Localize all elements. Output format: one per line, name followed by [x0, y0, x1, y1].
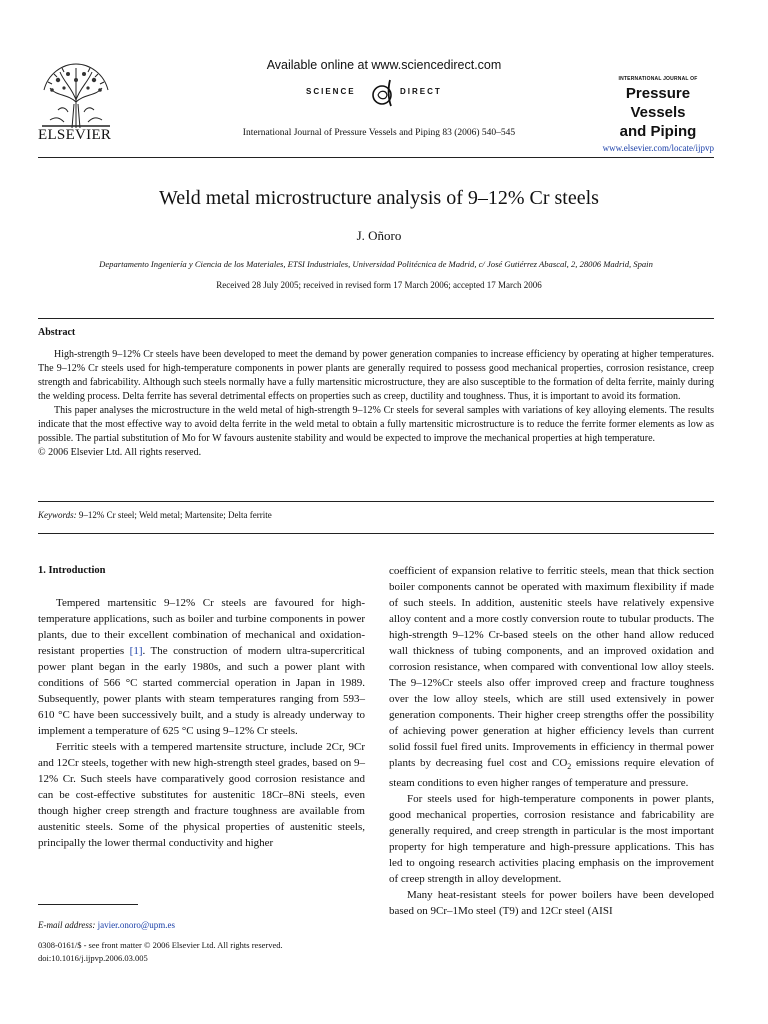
- sciencedirect-left: SCIENCE: [306, 87, 356, 96]
- header-rule: [38, 157, 714, 158]
- abstract-paragraph-1: High-strength 9–12% Cr steels have been developed to meet the demand by power generation companies to increase efficiency by operating at higher temperatures. The 9–12% Cr steels used for high-temperature components in power plants are generally required to possess good mechanical properties, corrosion resistance, creep strength and fabricability. Although such steels normally have a fully martensitic microstructure, they are also susceptible to the formation of delta ferrite, mainly during the welding process. Delta ferrite has several detrimental effects on properties such as creep, ductility and toughness. Thus, it is important to avoid its formation.: [38, 349, 714, 402]
- abstract-body: [38, 348, 714, 460]
- intro-p3-text-a: coefficient of expansion relative to ferritic steels, mean that thick section boiler components cannot be operated with maximum flexibility if made of such steels. In addition, austenitic steels have relatively expensive alloy content and a more costly conversion route to tubular products. The high-strength 9–12% Cr-based steels on the other hand allow reduced wall thickness of tubing components, and an improved oxidation and corrosion resistance, when compared with conventional low alloy steels. The 9–12%Cr steels also offer improved creep and fracture toughness over the low alloy steels, which are still used extensively in power generation components. Their higher creep strengths offer the possibility of achieving power generation at higher efficiency levels than current solid fossil fuel fired units. Improvements in efficiency in thermal power plants by decreasing fuel cost and CO: [389, 565, 714, 769]
- sciencedirect-right: DIRECT: [400, 87, 442, 96]
- keywords: [38, 510, 272, 520]
- abstract-top-rule: [38, 318, 714, 319]
- intro-paragraph-1: [38, 595, 365, 739]
- footnote-rule: [38, 904, 138, 905]
- footnote-email: [38, 920, 175, 930]
- abstract-copyright: © 2006 Elsevier Ltd. All rights reserved.: [38, 447, 202, 458]
- footnote-issn-doi: [38, 939, 283, 965]
- citation-link-1[interactable]: [1]: [129, 645, 143, 657]
- sciencedirect-d-icon: [370, 78, 396, 108]
- body-column-left: [38, 595, 365, 851]
- sciencedirect-logo: [290, 78, 480, 108]
- intro-p1-text-b: . The construction of modern ultra-supercritical power plant began in the early 1980s, and such a power plant with conditions of 566 °C started commercial operation in Japan in 1989. Subsequently, power plants with steam temperatures ranging from 593–610 °C have been successively built, and a study is already underway to implement a temperature of 625 °C using 9–12% Cr steels.: [38, 645, 365, 737]
- section-heading-introduction: 1. Introduction: [38, 565, 106, 576]
- journal-url-link[interactable]: www.elsevier.com/locate/ijpvp: [602, 143, 714, 153]
- keywords-bottom-rule: [38, 533, 714, 534]
- journal-small-label: INTERNATIONAL JOURNAL OF: [618, 76, 698, 82]
- intro-p1-text-a: Tempered martensitic 9–12% Cr steels are favoured for high-temperature applications, such as boiler and turbine components in power plants, due to their excellent combination of mechanical and oxidation-resistant properties: [38, 597, 365, 657]
- keywords-text: 9–12% Cr steel; Weld metal; Martensite; Delta ferrite: [78, 510, 272, 520]
- co2-subscript: 2: [567, 762, 572, 772]
- intro-paragraph-2: Ferritic steels with a tempered martensite structure, include 2Cr, 9Cr and 12Cr steels, together with new high-strength steel grades, based on 9–12% Cr. Such steels have comparatively good corrosion resistance and can be cost-effective substitutes for austenitic 18Cr–8Ni steels, even though higher creep strength and fracture toughness are available from austenitic steels. Some of the physical properties of austenitic steels, principally the lower thermal conductivity and higher: [38, 741, 365, 849]
- email-label: E-mail address:: [38, 920, 96, 930]
- journal-citation: International Journal of Pressure Vessels and Piping 83 (2006) 540–545: [242, 128, 516, 138]
- email-link[interactable]: javier.onoro@upm.es: [97, 920, 175, 930]
- available-online: Available online at www.sciencedirect.com: [266, 58, 502, 72]
- abstract-bottom-rule: [38, 501, 714, 502]
- intro-paragraph-4: For steels used for high-temperature components in power plants, good mechanical properties, corrosion resistance and fabricability are generally required, and creep strength in particular is the most important property for high temperature and high-pressure applications. This has led to ongoing research activities placing emphasis on the improvement of creep strength in alloy development.: [389, 793, 714, 886]
- journal-title-line2: and Piping: [619, 123, 697, 140]
- journal-title-line1: Pressure Vessels: [625, 85, 691, 121]
- issn-line: 0308-0161/$ - see front matter © 2006 Elsevier Ltd. All rights reserved.: [38, 940, 283, 950]
- author-affiliation: Departamento Ingeniería y Ciencia de los Materiales, ETSI Industriales, Universidad Politécnica de Madrid, c/ José Gutiérrez Abascal, 2, 28006 Madrid, Spain: [99, 259, 653, 269]
- intro-paragraph-5: Many heat-resistant steels for power boilers have been developed based on 9Cr–1Mo steel (T9) and 12Cr steel (AISI: [389, 889, 714, 918]
- article-title: Weld metal microstructure analysis of 9–12% Cr steels: [159, 187, 599, 209]
- article-author: J. Oñoro: [356, 228, 402, 243]
- received-dates: Received 28 July 2005; received in revised form 17 March 2006; accepted 17 March 2006: [216, 280, 542, 290]
- keywords-label: Keywords:: [38, 510, 77, 520]
- publisher-name: ELSEVIER: [38, 127, 112, 143]
- doi-line[interactable]: doi:10.1016/j.ijpvp.2006.03.005: [38, 953, 148, 963]
- intro-p3-text-b: emissions require elevation of steam conditions to even higher ranges of temperature and pressure.: [389, 757, 714, 790]
- journal-title-logo: [598, 84, 718, 141]
- intro-paragraph-3: [389, 563, 714, 791]
- abstract-paragraph-2: This paper analyses the microstructure in the weld metal of high-strength 9–12% Cr steels for several samples with variations of key alloying elements. The results indicate that the most effective way to avoid delta ferrite in the weld metal to obtain a fully martensitic microstructure is to reduce the ferrite former elements as low as possible. The partial substitution of Mo for W favours austenite stability and would be expected to improve the mechanical properties at high temperature.: [38, 405, 714, 444]
- body-column-right: [389, 563, 714, 919]
- abstract-heading: Abstract: [38, 327, 76, 338]
